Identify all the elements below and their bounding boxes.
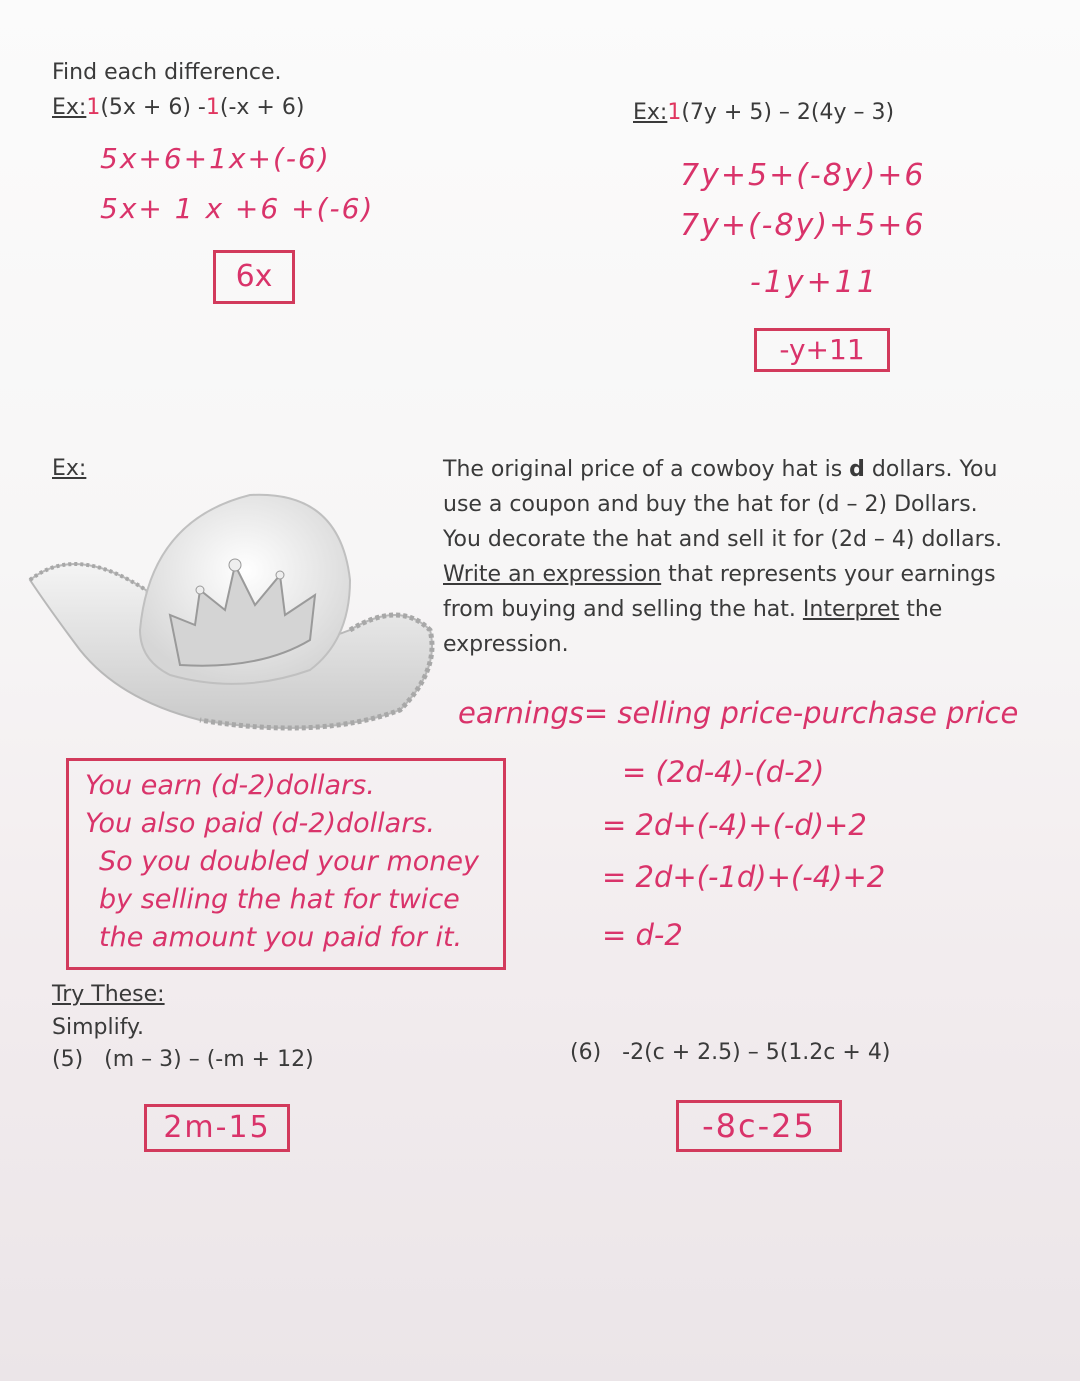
cowboy-hat-image — [20, 480, 440, 740]
interp-line-1: You earn (d-2)dollars. — [85, 770, 375, 801]
try-heading: Try These: — [52, 982, 165, 1007]
ex2-problem — [633, 100, 894, 125]
ex3-problem — [443, 452, 1003, 662]
ex3-link-write-expression: Write an expression — [443, 562, 662, 587]
ex3-text-a: The original price of a cowboy hat is — [443, 457, 850, 482]
question-5: (5) (m – 3) – (-m + 12) — [52, 1047, 314, 1072]
interp-line-2: You also paid (d-2)dollars. — [85, 808, 435, 839]
ex3-work-step-1: = (2d-4)-(d-2) — [622, 755, 825, 789]
answer-6: -8c-25 — [676, 1100, 842, 1152]
ex1-answer: 6x — [213, 250, 295, 304]
ex3-text-d: the expression. — [443, 597, 943, 657]
ex1-coef1: 1 — [86, 95, 101, 120]
ex2-label: Ex: — [633, 100, 668, 125]
ex3-work-title: earnings= selling price-purchase price — [458, 696, 1019, 730]
ex1-step-2: 5x+ 1 x +6 +(-6) — [100, 192, 375, 225]
ex1-step-1: 5x+6+1x+(-6) — [100, 142, 331, 175]
ex1-problem — [52, 95, 304, 120]
ex2-step-2: 7y+(-8y)+5+6 — [680, 208, 926, 243]
ex1-label: Ex: — [52, 95, 87, 120]
ex3-text-b: dollars. You use a coupon and buy the hat for (d – 2) Dollars. You decorate the hat and sell it for (2d – 4) dollars. — [443, 457, 1003, 552]
ex3-work-step-4: = d-2 — [602, 918, 683, 952]
cowboy-hat-icon — [20, 480, 440, 740]
interp-line-3: So you doubled your money — [99, 846, 479, 877]
ex2-step-1: 7y+5+(-8y)+6 — [680, 158, 926, 193]
ex2-coef: 1 — [667, 100, 682, 125]
interp-line-5: the amount you paid for it. — [99, 922, 463, 953]
interp-line-4: by selling the hat for twice — [99, 884, 460, 915]
question-6: (6) -2(c + 2.5) – 5(1.2c + 4) — [570, 1040, 891, 1065]
ex3-label: Ex: — [52, 456, 87, 481]
ex3-link-interpret: Interpret — [802, 597, 900, 622]
ex3-work-step-3: = 2d+(-1d)+(-4)+2 — [602, 860, 886, 894]
ex3-work-step-2: = 2d+(-4)+(-d)+2 — [602, 808, 867, 842]
instruction: Find each difference. — [52, 60, 282, 85]
ex3-text-bold: d — [849, 457, 865, 482]
answer-5: 2m-15 — [144, 1104, 290, 1152]
ex3-interpretation-box — [66, 758, 506, 970]
ex1-problem-a: (5x + 6) - — [100, 95, 206, 120]
ex2-answer: -y+11 — [754, 328, 890, 372]
ex3-text-c: that represents your earnings from buying and selling the hat. — [443, 562, 996, 622]
ex1-problem-b: (-x + 6) — [219, 95, 305, 120]
ex2-step-3: -1y+11 — [750, 265, 879, 300]
ex2-problem-text: (7y + 5) – 2(4y – 3) — [681, 100, 895, 125]
ex1-coef2: 1 — [205, 95, 220, 120]
try-subheading: Simplify. — [52, 1015, 144, 1040]
